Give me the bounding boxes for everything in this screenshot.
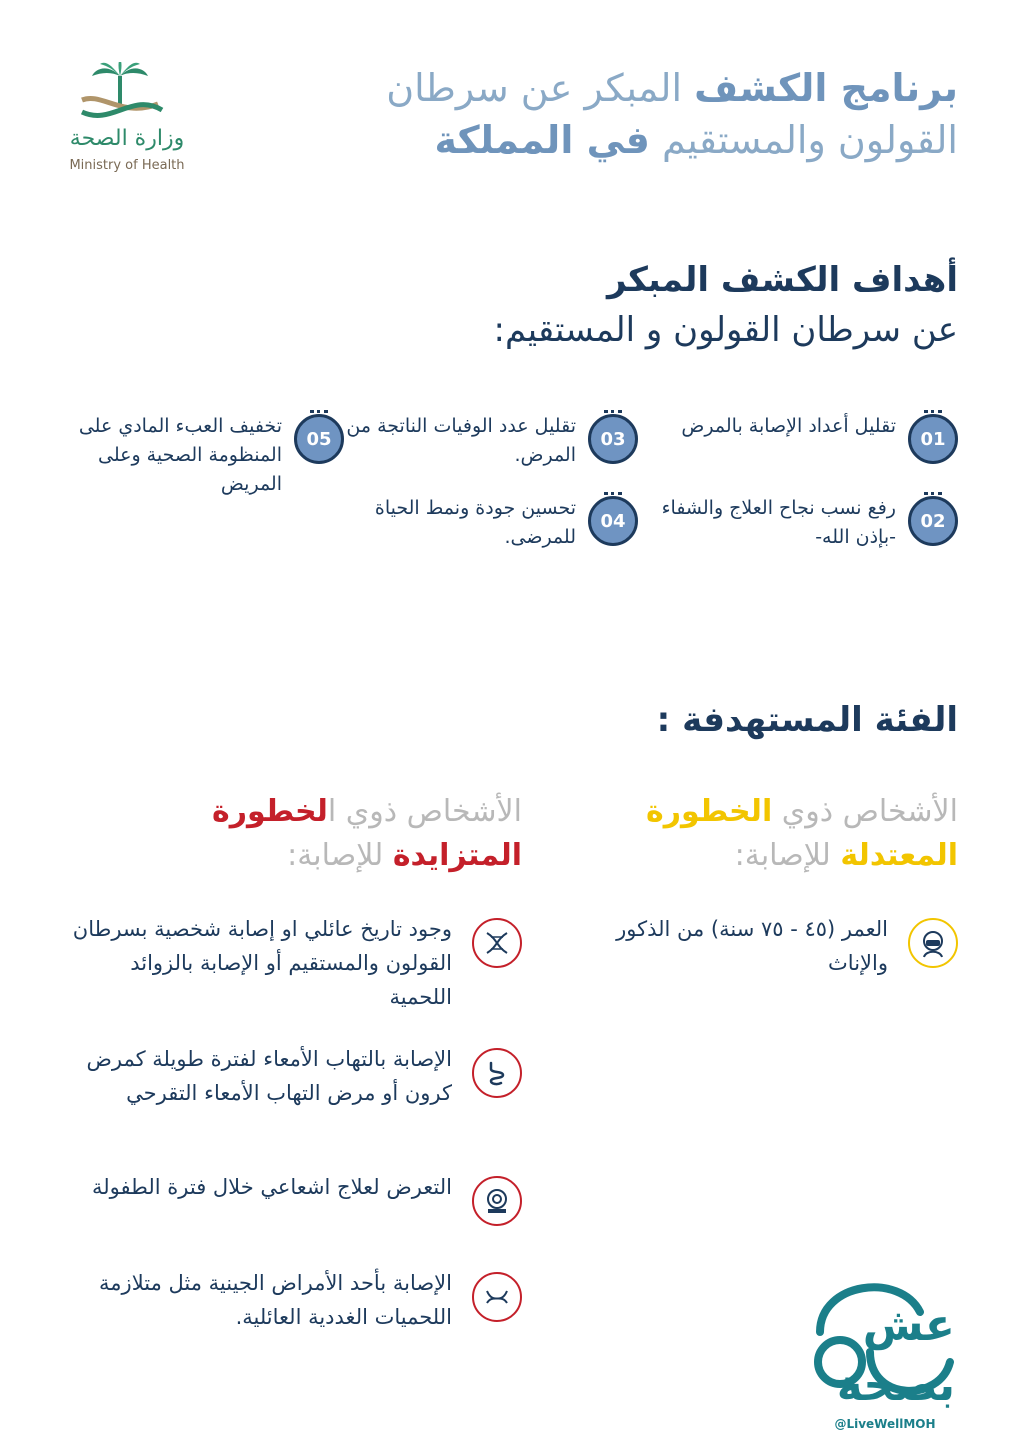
person-mask-icon [908,918,958,968]
goal-number-badge: 05 [294,414,344,464]
goal-item [658,496,958,586]
title-bold-2: في المملكة [434,118,650,162]
increased-bold-2: المتزايدة [392,838,522,873]
live-well-word1: عش [862,1300,955,1351]
target-group-title: الفئة المستهدفة : [656,700,958,740]
title-rest-2: القولون والمستقيم [649,118,958,162]
increased-bold-1: لخطورة [212,794,328,829]
goal-number-badge: 04 [588,496,638,546]
moderate-bold-1: الخطورة [646,794,773,829]
item-text: العمر (٤٥ - ٧٥ سنة) من الذكور والإناث [616,917,888,975]
live-well-word2: بصحة [836,1360,955,1411]
title-bold-1: برنامج الكشف [694,66,958,110]
goal-item [658,414,958,504]
increased-post: للإصابة: [287,838,393,873]
item-text: الإصابة بأحد الأمراض الجينية مثل متلازمة اللحميات الغددية العائلية. [99,1271,452,1329]
goals-subtitle: عن سرطان القولون و المستقيم: [493,310,958,350]
goal-text: تحسين جودة ونمط الحياة للمرضى. [374,497,576,548]
radiation-scanner-icon [472,1176,522,1226]
intestine-icon [472,1048,522,1098]
goal-number-badge: 02 [908,496,958,546]
increased-pre: الأشخاص ذوي ا [327,794,522,829]
item-text: وجود تاريخ عائلي او إصابة شخصية بسرطان القولون والمستقيم أو الإصابة بالزوائد اللحمية [72,917,452,1009]
ministry-name-ar: وزارة الصحة [69,126,185,151]
moderate-post: للإصابة: [734,838,841,873]
live-well-logo-icon [800,1262,960,1412]
increased-risk-heading [102,790,522,878]
goal-text: تقليل أعداد الإصابة بالمرض [681,415,896,437]
goal-text: تقليل عدد الوفيات الناتجة من المرض. [346,415,576,466]
moderate-pre: الأشخاص ذوي [772,794,958,829]
moderate-bold-2: المعتدلة [840,838,958,873]
gene-icon [472,1272,522,1322]
goal-number-badge: 01 [908,414,958,464]
goals-title: أهداف الكشف المبكر [607,260,958,300]
ministry-name-en: Ministry of Health [69,158,185,173]
item-text: التعرض لعلاج اشعاعي خلال فترة الطفولة [92,1175,452,1199]
goal-item [54,414,344,504]
item-text: الإصابة بالتهاب الأمعاء لفترة طويلة كمرض كرون أو مرض التهاب الأمعاء التقرحي [86,1047,452,1105]
title-rest-1: المبكر عن سرطان [386,66,695,110]
goal-text: رفع نسب نجاح العلاج والشفاء -بإذن الله- [661,497,896,548]
goal-item [338,414,638,504]
goal-text: تخفيف العبء المادي على المنظومة الصحية وعلى المريض [78,415,282,495]
live-well-handle: @LiveWellMOH [834,1417,936,1431]
dna-icon [472,918,522,968]
goal-number-badge: 03 [588,414,638,464]
goal-item [338,496,638,586]
moderate-risk-heading [538,790,958,878]
page-title [358,62,958,166]
